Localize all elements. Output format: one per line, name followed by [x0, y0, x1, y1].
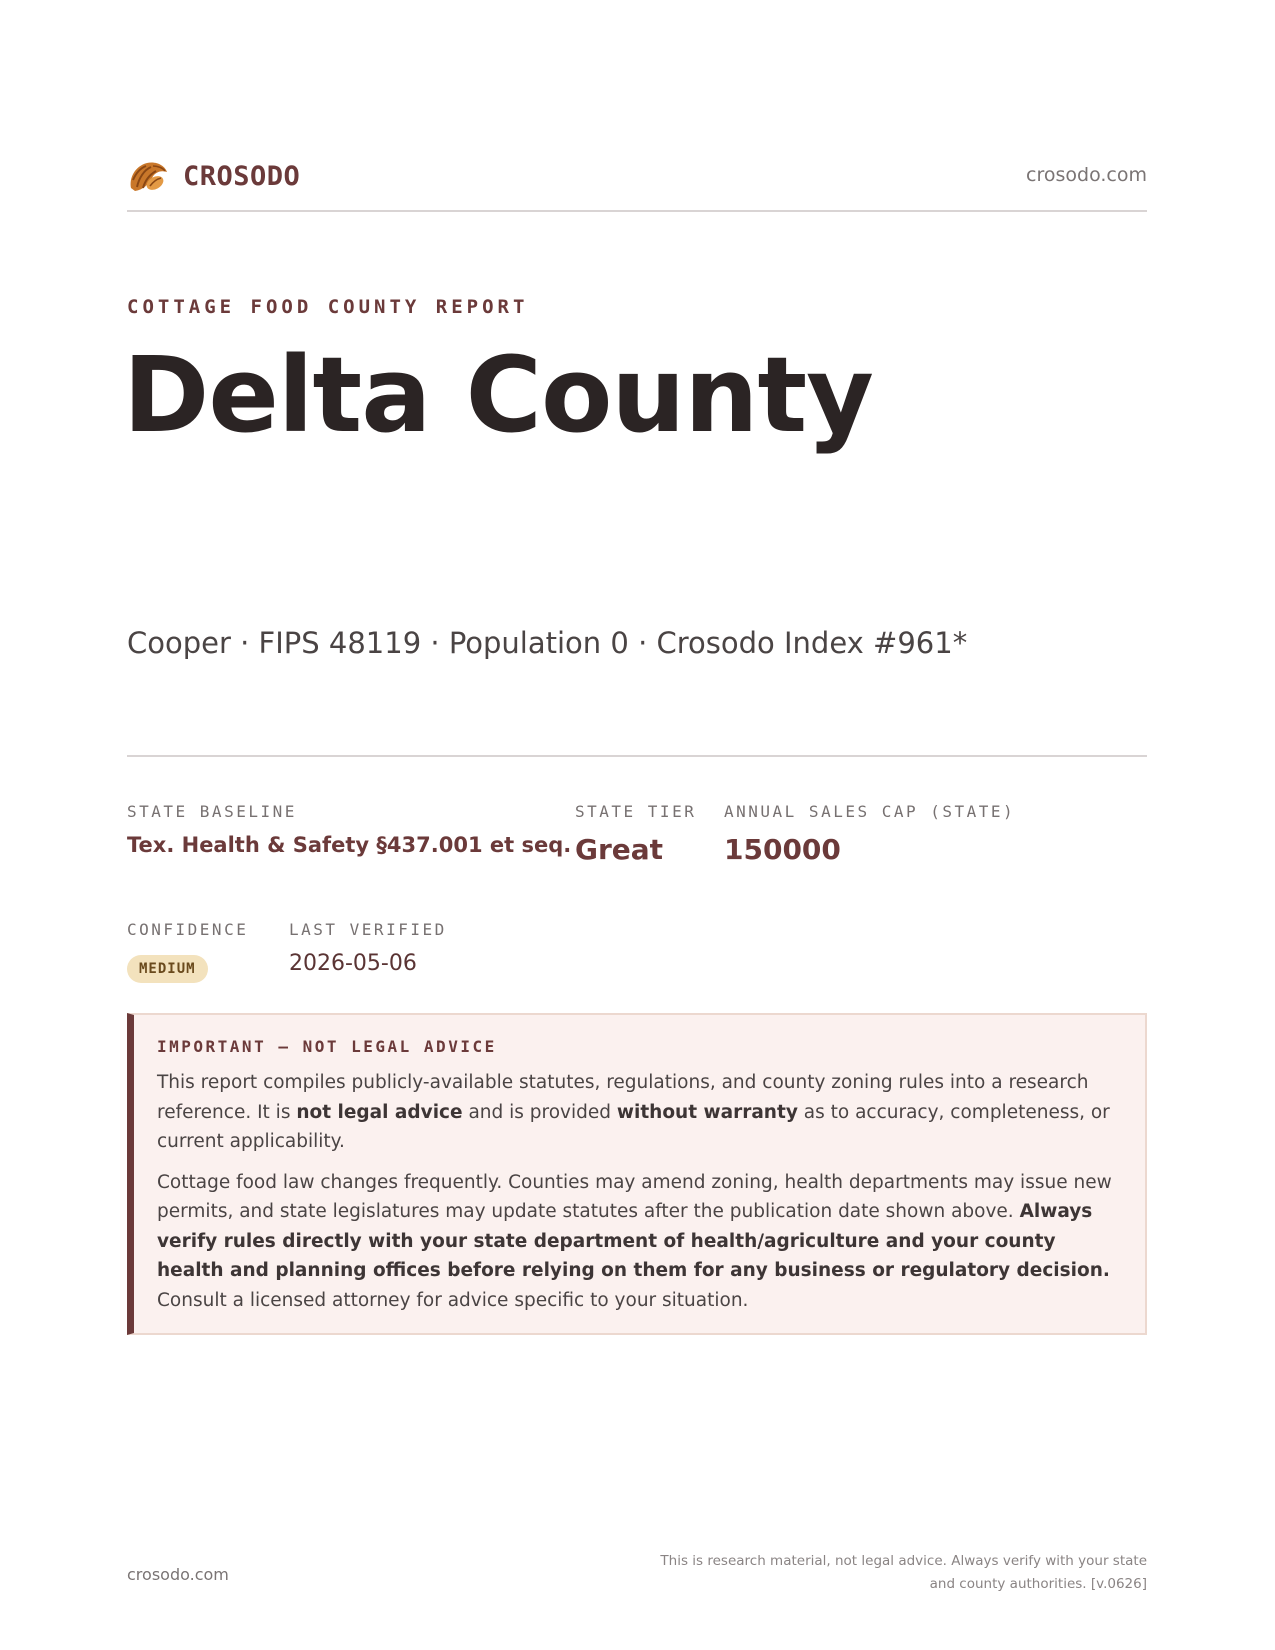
- report-subtitle: Cooper · FIPS 48119 · Population 0 · Crosodo Index #961*: [127, 626, 968, 660]
- stat-value: 150000: [724, 833, 841, 866]
- stat-last-verified: [289, 920, 447, 976]
- stat-state-tier: [575, 802, 696, 866]
- stat-label: LAST VERIFIED: [289, 920, 447, 939]
- notice-text: and is provided: [462, 1101, 617, 1123]
- notice-text: Consult a licensed attorney for advice specific to your situation.: [157, 1289, 749, 1311]
- footer-disclaimer-line: This is research material, not legal advice. Always verify with your state: [660, 1553, 1147, 1569]
- stat-label: ANNUAL SALES CAP (STATE): [724, 802, 1016, 821]
- notice-bold-text: not legal advice: [296, 1101, 463, 1123]
- notice-bold-text: Always verify rules directly with your state department of health/agriculture and your county health and planning offices before relying on them for any business or regulatory decision.: [157, 1201, 1110, 1281]
- notice-text: Cottage food law changes frequently. Counties may amend zoning, health departments may issue new permits, and state legislatures may update statutes after the publication date shown above.: [157, 1171, 1112, 1222]
- stat-value: Tex. Health & Safety §437.001 et seq.: [127, 833, 572, 857]
- section-divider: [127, 755, 1147, 757]
- stat-state-baseline: [127, 802, 571, 857]
- footer-disclaimer-line: and county authorities. [v.0626]: [929, 1576, 1147, 1592]
- stat-label: STATE BASELINE: [127, 802, 297, 821]
- report-page: [123, 0, 1147, 1650]
- notice-title: IMPORTANT — NOT LEGAL ADVICE: [157, 1037, 497, 1056]
- notice-paragraph-2: [157, 1168, 1119, 1316]
- notice-paragraph-1: [157, 1068, 1119, 1157]
- site-link[interactable]: crosodo.com: [1026, 164, 1147, 186]
- page-header: [127, 158, 1147, 212]
- stat-label: CONFIDENCE: [127, 920, 249, 939]
- stat-annual-sales-cap: [724, 802, 1015, 866]
- report-eyebrow: COTTAGE FOOD COUNTY REPORT: [127, 296, 529, 318]
- brand-name: CROSODO: [183, 160, 301, 192]
- stat-confidence: [127, 920, 248, 983]
- footer-site-link[interactable]: crosodo.com: [127, 1565, 229, 1584]
- notice-text: as to accuracy, completeness, or current applicability.: [157, 1101, 1110, 1152]
- croissant-icon: [127, 158, 169, 194]
- stat-value: 2026-05-06: [289, 951, 417, 976]
- footer-disclaimer: [627, 1550, 1147, 1596]
- legal-notice: [127, 1013, 1147, 1335]
- stat-value: Great: [575, 833, 664, 866]
- confidence-badge: MEDIUM: [127, 955, 208, 983]
- page-title: Delta County: [123, 334, 873, 456]
- brand[interactable]: [127, 158, 300, 194]
- notice-bold-text: without warranty: [616, 1101, 798, 1123]
- stat-label: STATE TIER: [575, 802, 697, 821]
- notice-text: This report compiles publicly-available statutes, regulations, and county zoning rules into a research reference. It is: [157, 1072, 1089, 1123]
